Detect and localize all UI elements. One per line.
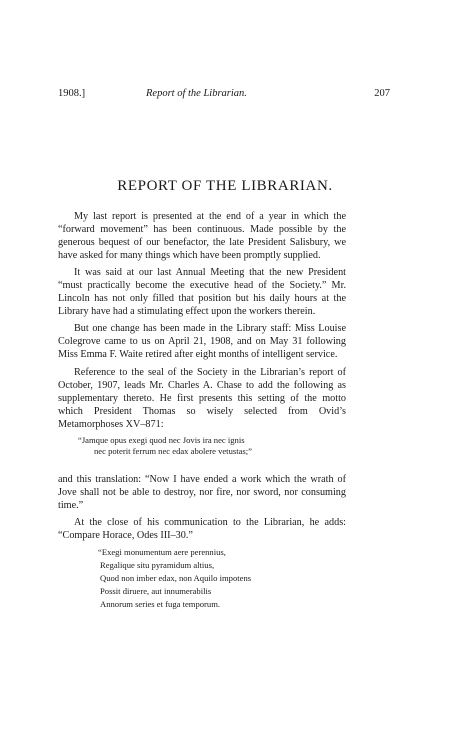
paragraph: At the close of his communication to the Librarian, he adds: “Compare Horace, Odes III–30.” [58, 516, 346, 541]
report-body [58, 210, 346, 611]
quote-line: “Jamque opus exegi quod nec Jovis ira nec ignis [78, 434, 245, 445]
running-head-year: 1908.] [58, 88, 86, 99]
verse-line: Possit diruere, aut innumerabilis [100, 585, 212, 596]
paragraph: It was said at our last Annual Meeting that the new President “must practically become the executive head of the Society.” Mr. Lincoln has not only filled that position but his daily hours at the Library have had a stimulating effect upon the workers therein. [58, 267, 346, 318]
verse-line: Regalique situ pyramidum altius, [100, 559, 215, 570]
quote-line: nec poterit ferrum nec edax abolere vetustas;” [94, 445, 252, 456]
verse-line: Annorum series et fuga temporum. [100, 598, 221, 609]
horace-verse [98, 546, 346, 611]
paragraph: But one change has been made in the Library staff: Miss Louise Colegrove came to us on April 21, 1908, and on May 31 following Miss Emma F. Waite retired after eight months of intelligent service. [58, 323, 346, 361]
report-heading: REPORT OF THE LIBRARIAN. [117, 178, 333, 194]
verse-line: “Exegi monumentum aere perennius, [98, 546, 226, 557]
running-head-title: Report of the Librarian. [146, 88, 247, 99]
page-number: 207 [374, 88, 390, 99]
paragraph: My last report is presented at the end of a year in which the “forward movement” has been continuous. Made possible by the generous bequest of our benefactor, the late President Salisbury, we have asked for many things which have been promptly supplied. [58, 211, 346, 262]
latin-quote [78, 435, 346, 457]
verse-line: Quod non imber edax, non Aquilo impotens [100, 572, 252, 583]
paragraph: Reference to the seal of the Society in the Librarian’s report of October, 1907, leads Mr. Charles A. Chase to add the following as supplementary thereto. He first presents this setting of the motto which President Thomas so wisely selected from Ovid’s Metamorphoses XV–871: [58, 366, 346, 430]
running-head [58, 86, 390, 102]
paragraph: and this translation: “Now I have ended a work which the wrath of Jove shall not be able to destroy, nor fire, nor sword, nor consuming time.” [58, 473, 346, 511]
